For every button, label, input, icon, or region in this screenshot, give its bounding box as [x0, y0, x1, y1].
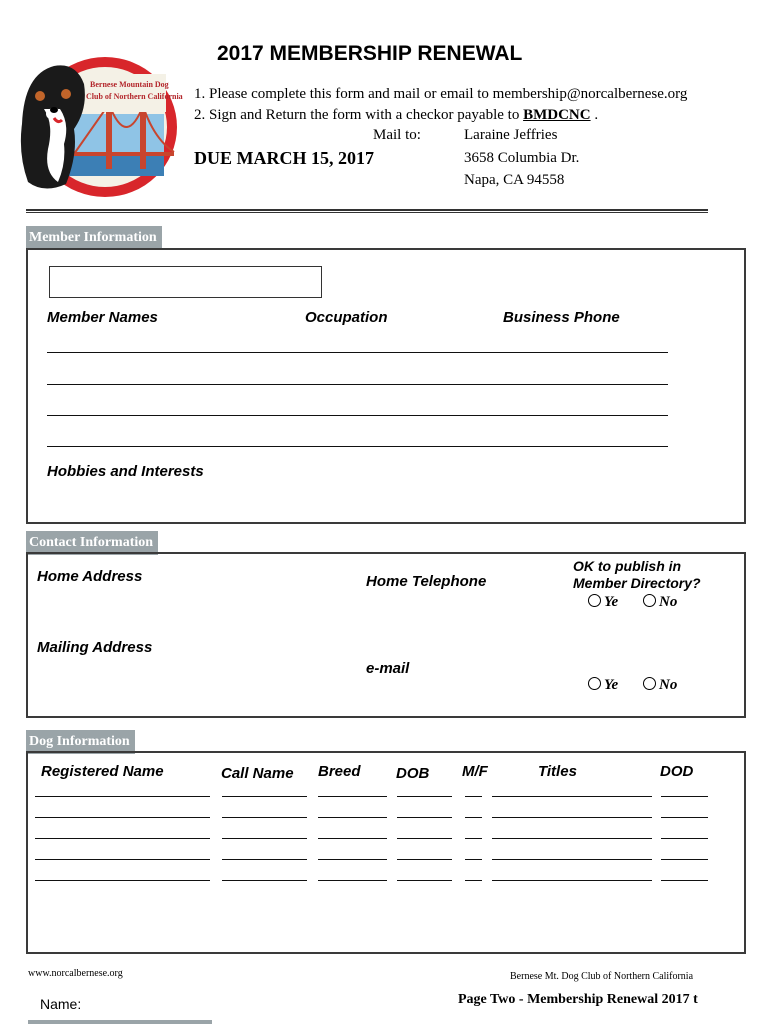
dog-entry-line[interactable] — [35, 817, 210, 818]
mailing-address-label: Mailing Address — [37, 639, 153, 656]
dog-entry-line[interactable] — [465, 796, 482, 797]
mail-street: 3658 Columbia Dr. — [464, 150, 580, 166]
dog-entry-line[interactable] — [318, 880, 387, 881]
footer-website: www.norcalbernese.org — [28, 968, 123, 979]
dog-entry-line[interactable] — [397, 859, 452, 860]
dog-entry-line[interactable] — [492, 796, 652, 797]
name-bar — [28, 1020, 212, 1024]
no-label: No — [659, 594, 678, 610]
publish-no-radio-2[interactable] — [643, 677, 677, 694]
publish-yes-radio-1[interactable] — [588, 594, 618, 611]
member-line-3[interactable] — [47, 415, 668, 416]
dog-entry-line[interactable] — [492, 838, 652, 839]
dog-entry-line[interactable] — [318, 859, 387, 860]
home-address-label: Home Address — [37, 568, 143, 585]
dog-entry-line[interactable] — [465, 817, 482, 818]
logo-text-line2: Club of Northern California — [86, 92, 183, 101]
instruction-2-suffix: . — [590, 107, 599, 123]
dog-entry-line[interactable] — [397, 838, 452, 839]
dog-entry-line[interactable] — [222, 838, 307, 839]
dog-entry-line[interactable] — [35, 796, 210, 797]
member-line-4[interactable] — [47, 446, 668, 447]
payee-name: BMDCNC — [523, 107, 591, 123]
mail-city: Napa, CA 94558 — [464, 172, 565, 188]
dog-entry-line[interactable] — [318, 817, 387, 818]
business-phone-label: Business Phone — [503, 309, 620, 326]
col-mf: M/F — [462, 763, 488, 780]
member-name-input[interactable] — [49, 266, 322, 298]
hobbies-label: Hobbies and Interests — [47, 463, 204, 480]
dog-entry-line[interactable] — [397, 796, 452, 797]
member-names-label: Member Names — [47, 309, 158, 326]
logo-text-line1: Bernese Mountain Dog — [90, 80, 169, 89]
dog-entry-line[interactable] — [222, 796, 307, 797]
dog-entry-line[interactable] — [465, 838, 482, 839]
footer-club: Bernese Mt. Dog Club of Northern California — [510, 971, 694, 982]
dog-entry-line[interactable] — [222, 817, 307, 818]
mail-to-label: Mail to: — [373, 127, 421, 143]
dog-entry-line[interactable] — [318, 838, 387, 839]
mail-name: Laraine Jeffries — [464, 127, 558, 143]
instruction-2-text: 2. Sign and Return the form with a checkor payable to — [194, 107, 524, 123]
radio-circle-icon — [588, 594, 601, 607]
radio-circle-icon — [643, 677, 656, 690]
occupation-label: Occupation — [305, 309, 388, 326]
name-label: Name: — [40, 996, 82, 1012]
page-two-label: Page Two - Membership Renewal 2017 t — [458, 992, 698, 1007]
publish-question-line1: OK to publish in — [573, 558, 682, 574]
no-label: No — [659, 677, 678, 693]
instruction-2 — [194, 107, 598, 124]
header-divider — [26, 209, 708, 213]
yes-label: Ye — [604, 677, 619, 693]
page-title: 2017 MEMBERSHIP RENEWAL — [217, 42, 523, 65]
dog-entry-line[interactable] — [465, 859, 482, 860]
instruction-1: 1. Please complete this form and mail or email to membership@norcalbernese.org — [194, 86, 688, 102]
dog-entry-line[interactable] — [318, 796, 387, 797]
home-telephone-label: Home Telephone — [366, 573, 487, 590]
dog-entry-line[interactable] — [492, 880, 652, 881]
dog-entry-line[interactable] — [222, 859, 307, 860]
dog-entry-line[interactable] — [397, 817, 452, 818]
publish-yes-radio-2[interactable] — [588, 677, 618, 694]
col-breed: Breed — [318, 763, 361, 780]
dog-entry-line[interactable] — [661, 880, 708, 881]
dog-entry-line[interactable] — [222, 880, 307, 881]
contact-section-tag: Contact Information — [26, 531, 158, 555]
col-dod: DOD — [660, 763, 694, 780]
radio-circle-icon — [643, 594, 656, 607]
col-call-name: Call Name — [221, 765, 294, 782]
dog-entry-line[interactable] — [661, 859, 708, 860]
dog-entry-line[interactable] — [35, 880, 210, 881]
dog-entry-line[interactable] — [35, 838, 210, 839]
publish-question-line2: Member Directory? — [573, 575, 701, 591]
due-date: DUE MARCH 15, 2017 — [194, 148, 374, 168]
yes-label: Ye — [604, 594, 619, 610]
dog-entry-line[interactable] — [492, 817, 652, 818]
col-dob: DOB — [396, 765, 430, 782]
member-line-1[interactable] — [47, 352, 668, 353]
email-label: e-mail — [366, 660, 410, 677]
publish-no-radio-1[interactable] — [643, 594, 677, 611]
radio-circle-icon — [588, 677, 601, 690]
dog-section-box — [26, 751, 746, 954]
dog-entry-line[interactable] — [492, 859, 652, 860]
dog-entry-line[interactable] — [397, 880, 452, 881]
member-line-2[interactable] — [47, 384, 668, 385]
dog-entry-line[interactable] — [661, 796, 708, 797]
club-logo — [14, 54, 183, 200]
member-section-tag: Member Information — [26, 226, 162, 250]
col-registered-name: Registered Name — [41, 763, 164, 780]
dog-entry-line[interactable] — [661, 838, 708, 839]
col-titles: Titles — [538, 763, 577, 780]
dog-entry-line[interactable] — [661, 817, 708, 818]
dog-entry-line[interactable] — [35, 859, 210, 860]
dog-section-tag: Dog Information — [26, 730, 135, 754]
dog-entry-line[interactable] — [465, 880, 482, 881]
